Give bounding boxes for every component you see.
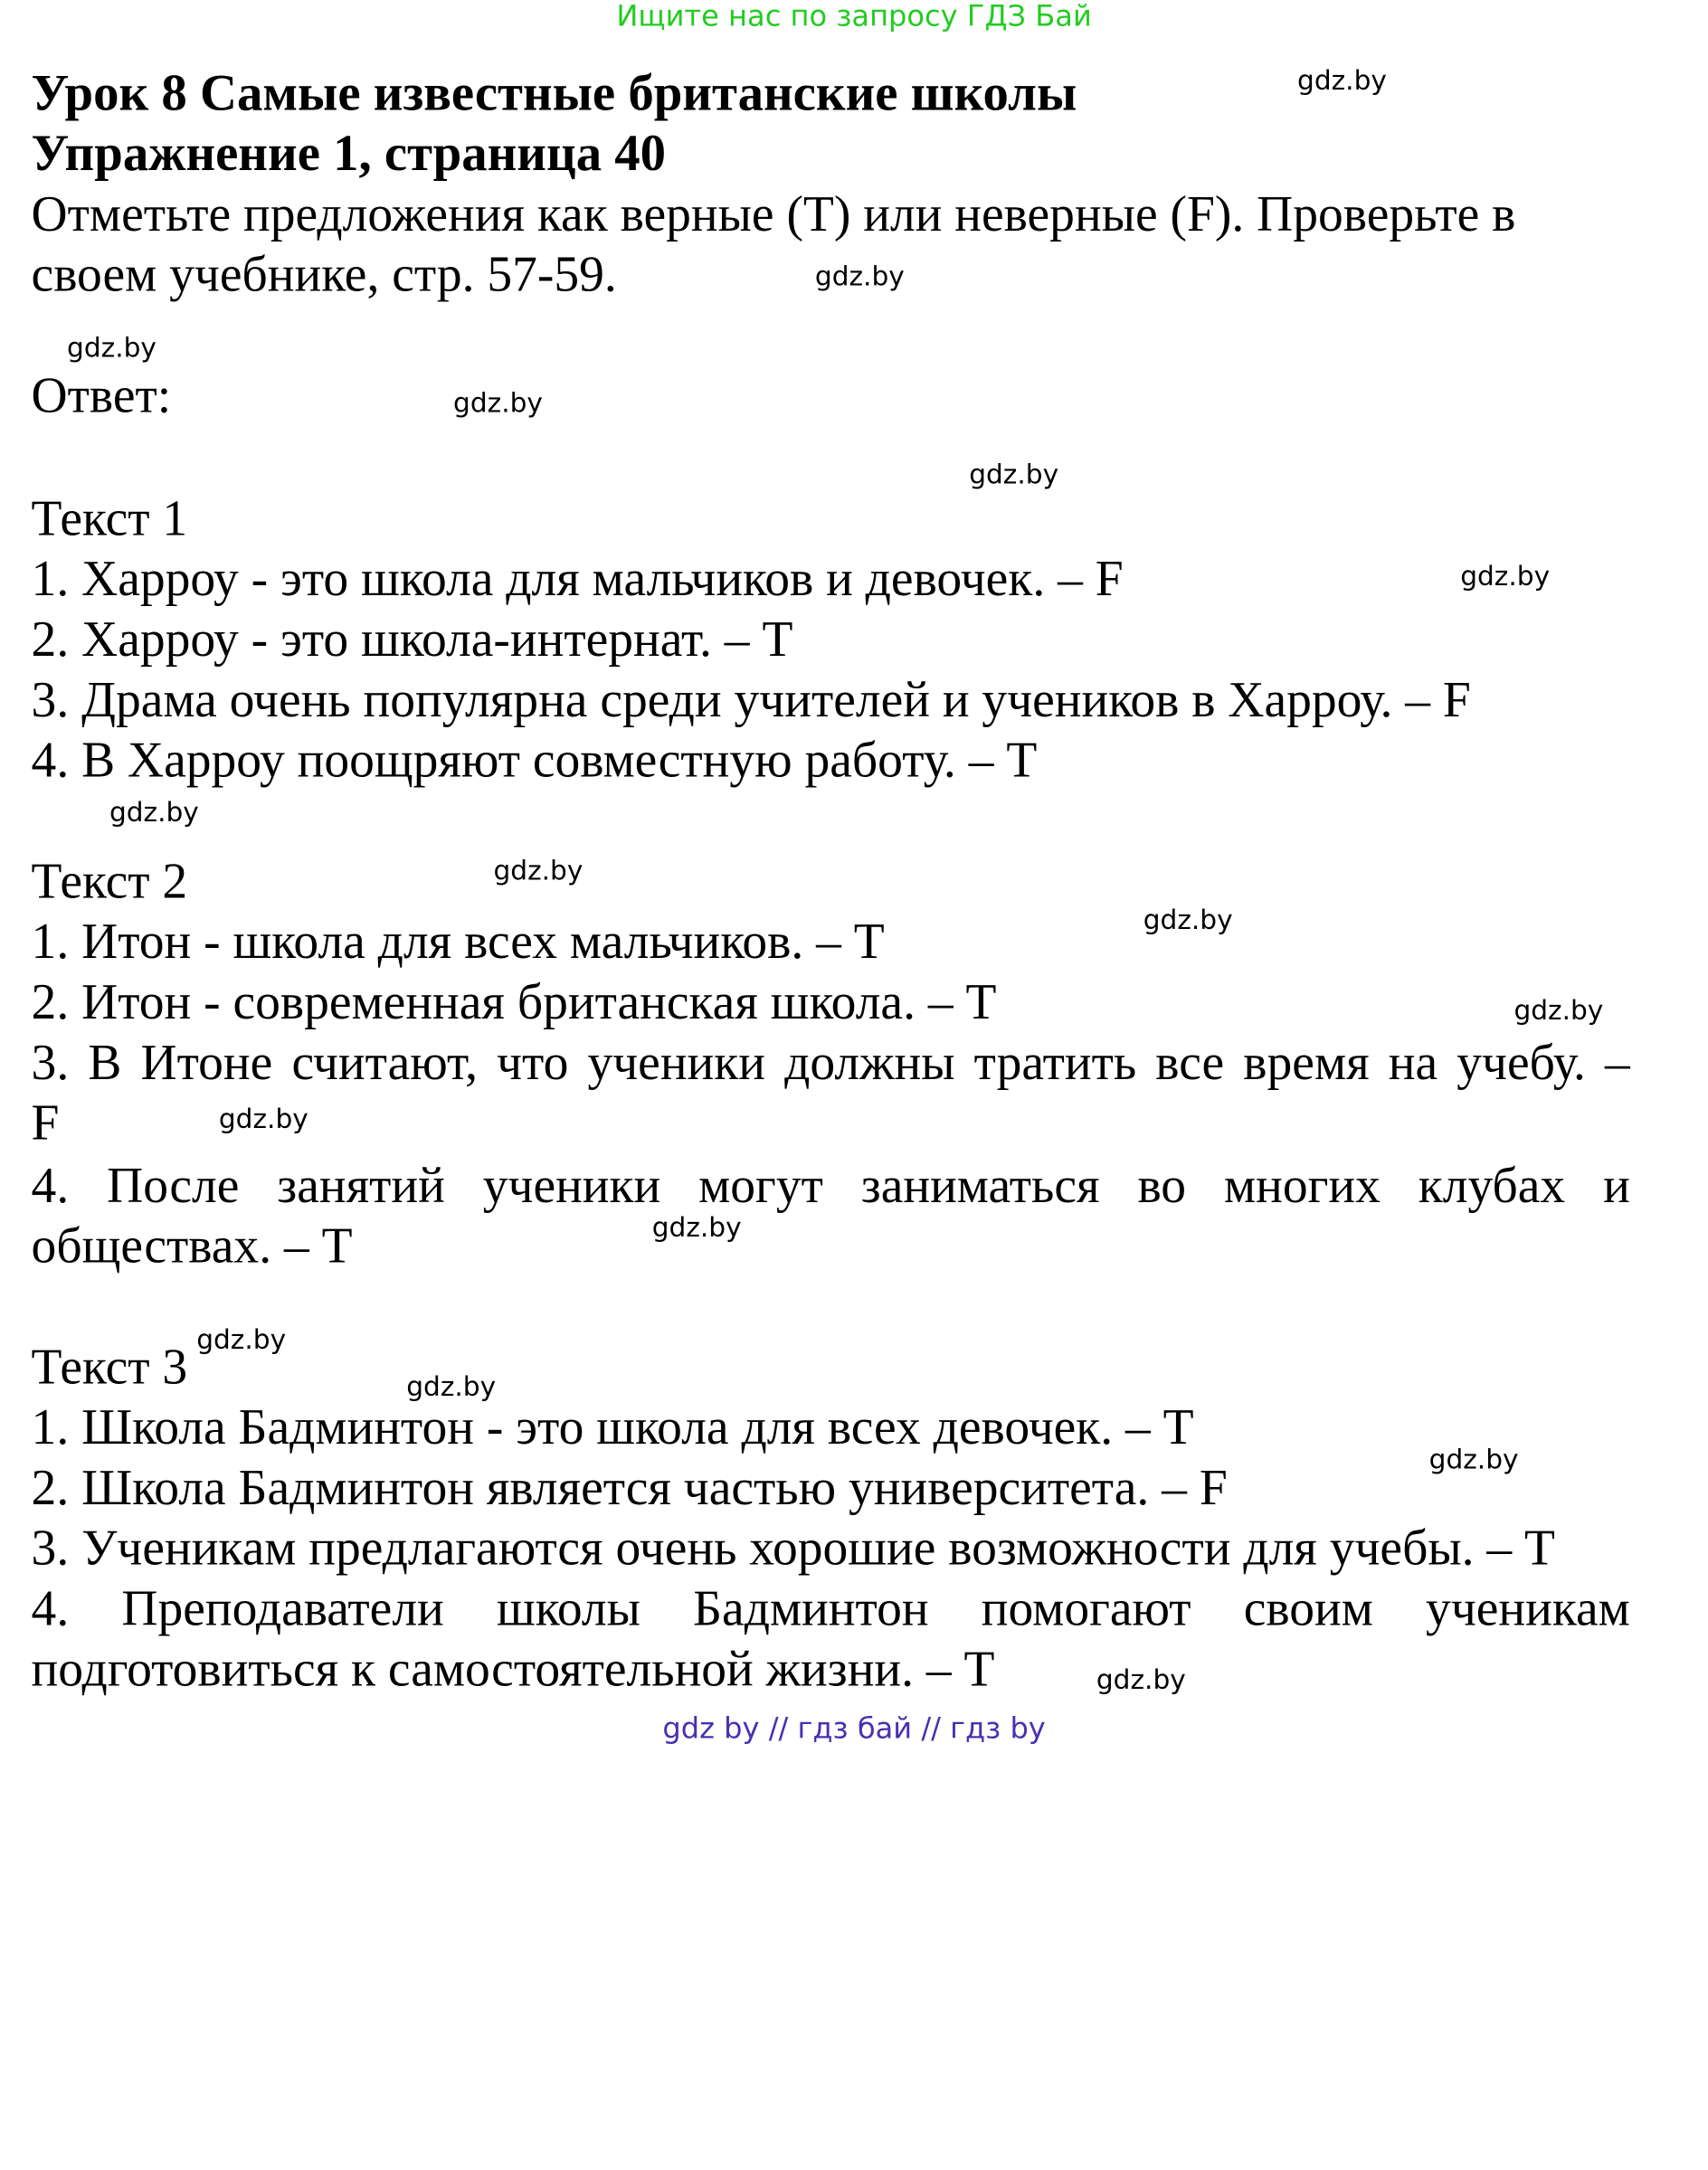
search-banner: Ищите нас по запросу ГДЗ Бай: [616, 0, 1092, 34]
text3-item-3: 3. Ученикам предлагаются очень хорошие возможности для учебы. – T: [31, 1520, 1555, 1577]
text3-item-4: [32, 1578, 1630, 1700]
text2-item-4-line-1: 4. После занятий ученики могут заниматься во многих клубах и: [31, 1157, 1630, 1214]
watermark: gdz.by: [651, 1211, 742, 1244]
watermark: gdz.by: [218, 1103, 308, 1135]
answer-label: Ответ:: [31, 366, 172, 423]
watermark: gdz.by: [1513, 994, 1604, 1027]
text3-title: Текст 3: [31, 1338, 188, 1395]
exercise-title: Упражнение 1, страница 40: [31, 124, 667, 182]
text3-item-4-line-2: подготовиться к самостоятельной жизни. – T: [31, 1640, 995, 1697]
text1-title: Текст 1: [31, 489, 188, 546]
watermark: gdz.by: [493, 855, 584, 886]
watermark: gdz.by: [196, 1323, 287, 1356]
text3-item-2: 2. Школа Бадминтон является частью университета. – F: [31, 1459, 1228, 1516]
watermark: gdz.by: [1143, 904, 1233, 936]
watermark: gdz.by: [67, 332, 157, 365]
watermark: gdz.by: [969, 459, 1059, 490]
watermark: gdz.by: [814, 261, 905, 292]
text1-item-3: 3. Драма очень популярна среди учителей и учеников в Харроу. – F: [31, 671, 1471, 728]
watermark: gdz.by: [1297, 64, 1387, 97]
text1-item-4: 4. В Харроу поощряют совместную работу. – T: [31, 732, 1038, 789]
lesson-title: Урок 8 Самые известные британские школы: [31, 63, 1077, 121]
text1-item-2: 2. Харроу - это школа-интернат. – T: [31, 611, 793, 668]
watermark: gdz.by: [109, 796, 199, 829]
task-line-2: своем учебнике, стр. 57-59.: [31, 246, 617, 303]
text2-item-3-line-1: 3. В Итоне считают, что ученики должны тратить все время на учебу. –: [31, 1034, 1630, 1091]
footer-links: gdz by // гдз бай // гдз by: [662, 1712, 1046, 1747]
text2-item-1: 1. Итон - школа для всех мальчиков. – T: [31, 913, 885, 970]
text3-item-1: 1. Школа Бадминтон - это школа для всех девочек. – T: [31, 1398, 1194, 1455]
text2-item-4: [32, 1155, 1630, 1276]
text1-item-1: 1. Харроу - это школа для мальчиков и девочек. – F: [31, 550, 1124, 607]
text2-item-2: 2. Итон - современная британская школа. – T: [31, 973, 997, 1030]
text2-item-3-line-2: F: [31, 1094, 60, 1151]
text2-item-4-line-2: обществах. – T: [31, 1218, 353, 1275]
text2-title: Текст 2: [31, 852, 188, 909]
text3-item-4-line-1: 4. Преподаватели школы Бадминтон помогают своим ученикам: [31, 1580, 1630, 1636]
watermark: gdz.by: [1428, 1444, 1519, 1475]
watermark: gdz.by: [1096, 1663, 1186, 1696]
watermark: gdz.by: [1460, 560, 1551, 592]
watermark: gdz.by: [453, 387, 543, 419]
task-line-1: Отметьте предложения как верные (Т) или неверные (F). Проверьте в: [31, 185, 1516, 242]
watermark: gdz.by: [406, 1370, 497, 1403]
